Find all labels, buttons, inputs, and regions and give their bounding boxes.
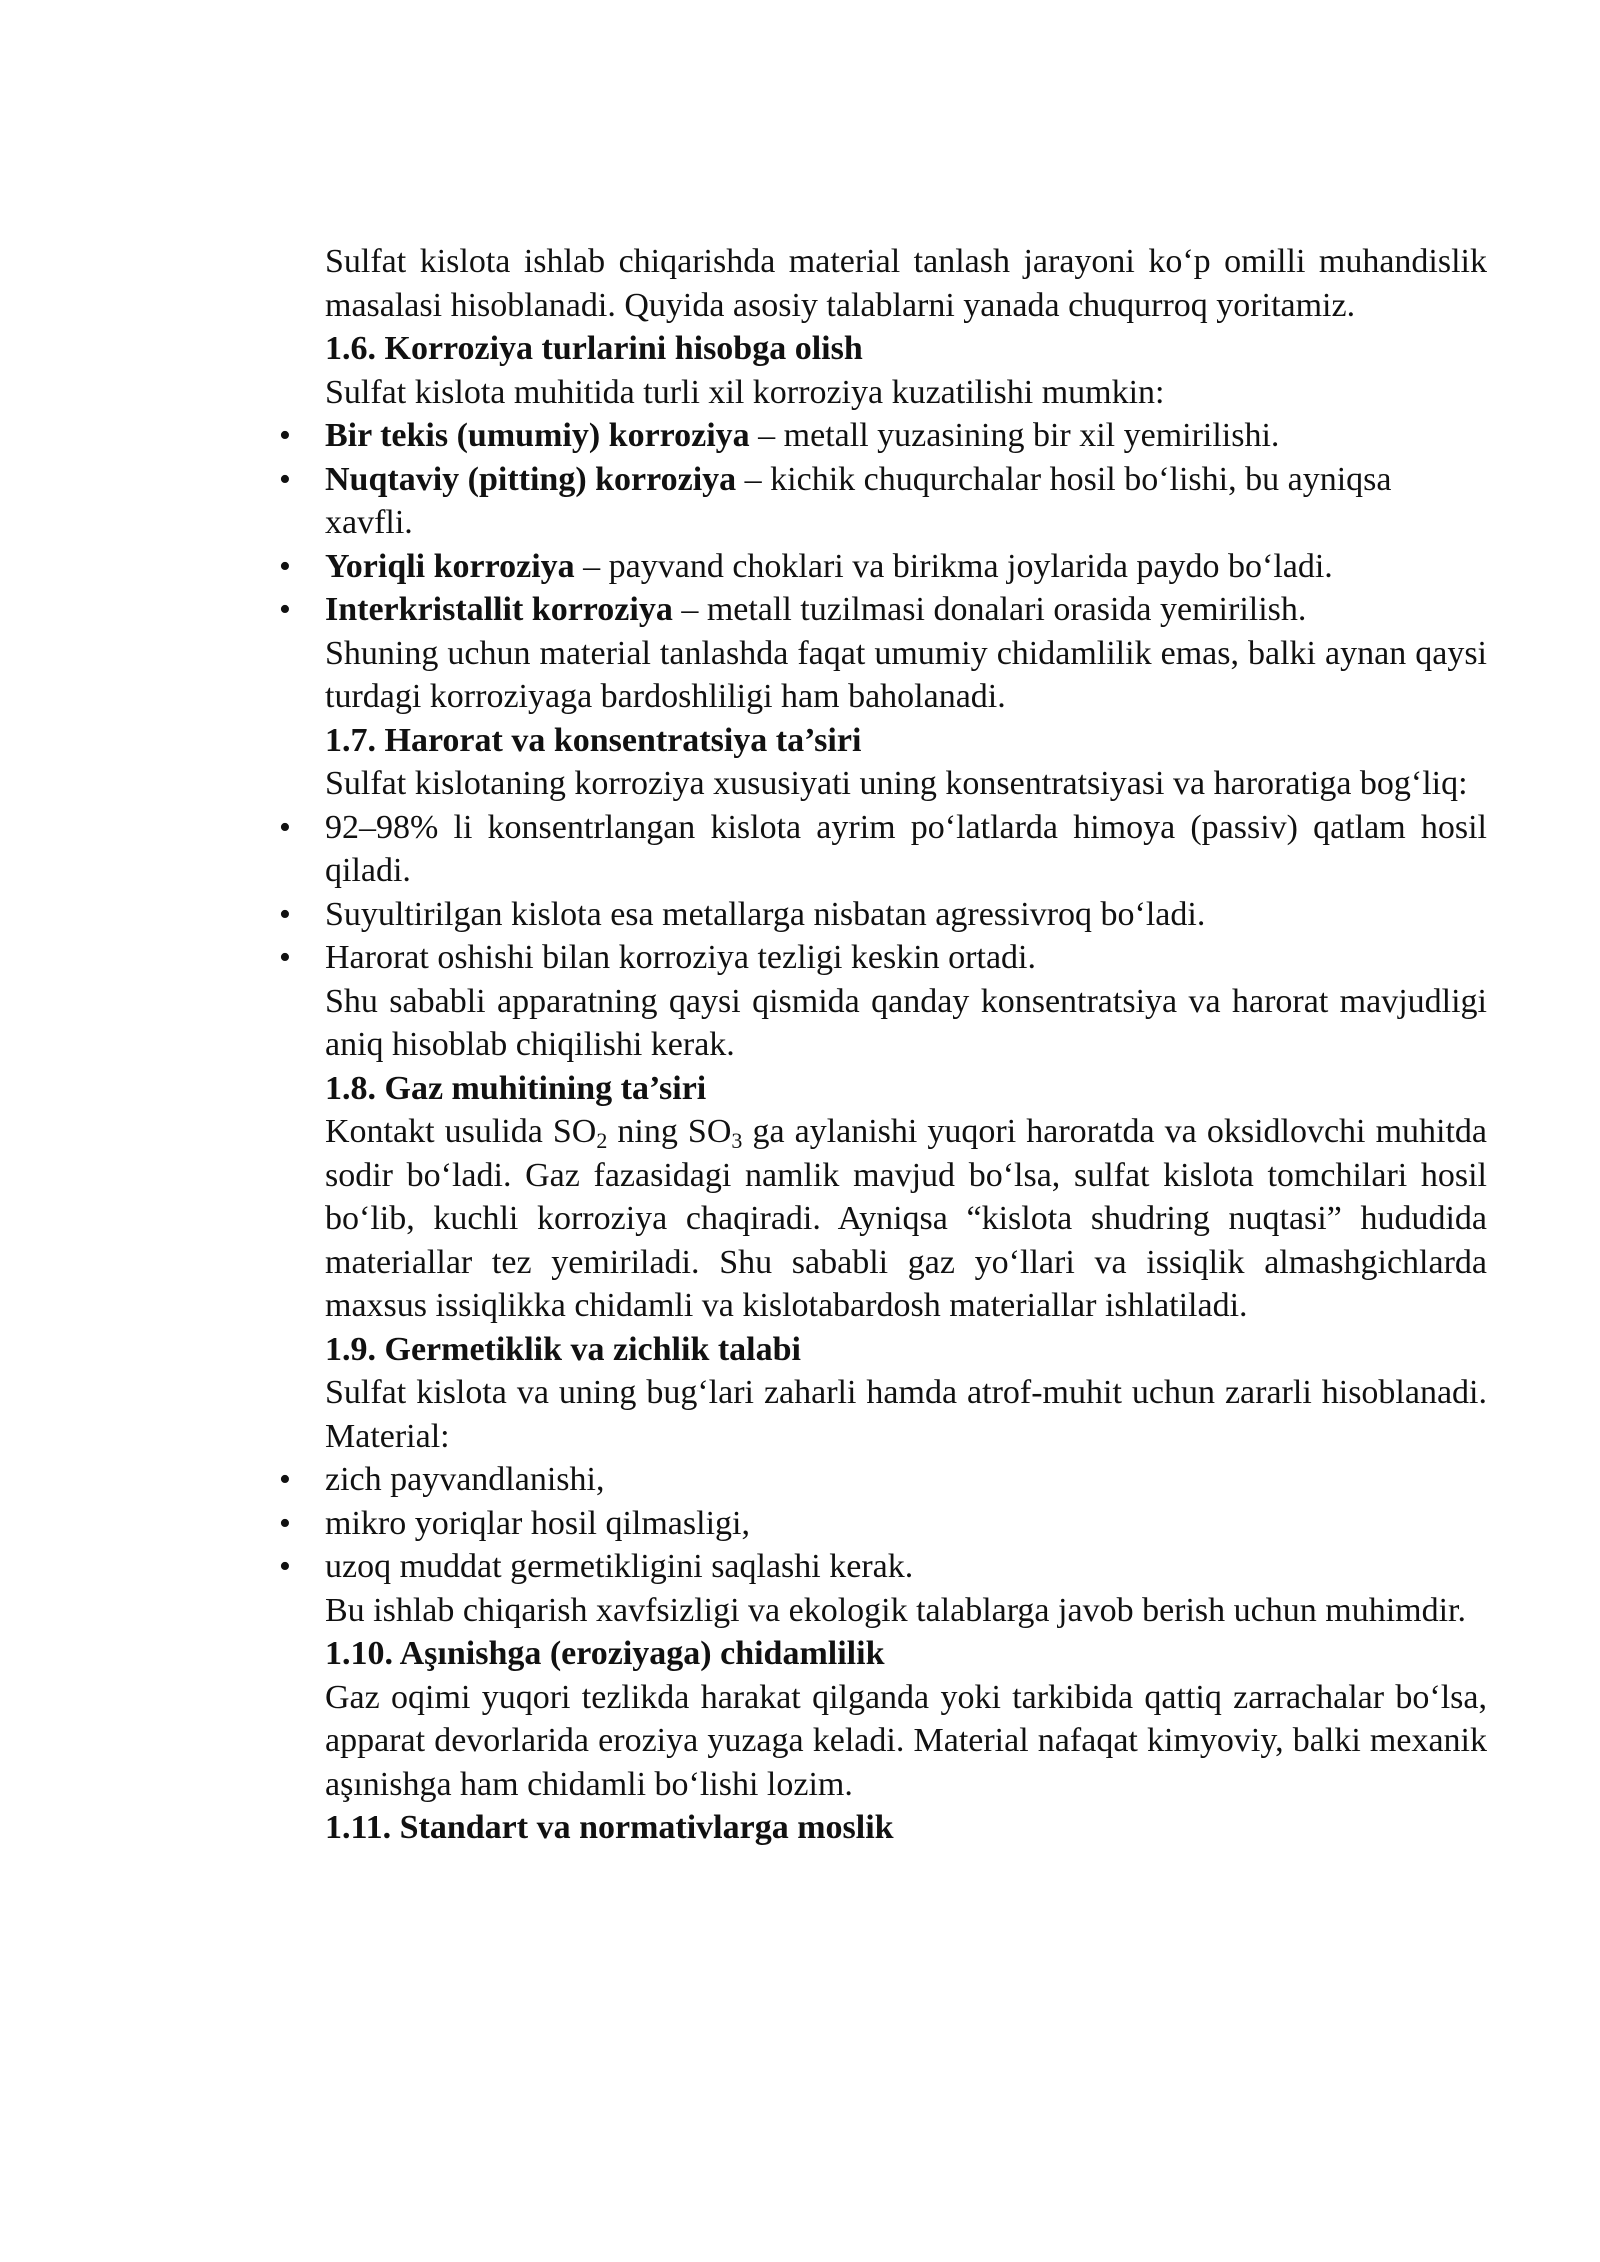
temperature-concentration-list bbox=[325, 806, 1487, 980]
list-item-text: – kichik chuqurchalar hosil bo‘lishi, bu ayniqsa xavfli. bbox=[325, 460, 1392, 541]
section-1-6-closing: Shuning uchun material tanlashda faqat umumiy chidamlilik emas, balki aynan qaysi turdagi korroziyaga bardoshliligi ham baholanadi. bbox=[325, 634, 1487, 715]
section-heading-1-6: 1.6. Korroziya turlarini hisobga olish bbox=[325, 330, 863, 367]
list-item-text: – payvand choklari va birikma joylarida paydo bo‘ladi. bbox=[574, 547, 1333, 585]
text-run: ga aylanishi yuqori haroratda va oksidlovchi muhitda sodir bo‘ladi. Gaz fazasidagi namlik mavjud bo‘lsa, sulfat kislota tomchilari hosil bo‘lib, kuchli korroziya chaqiradi. Ayniqsa “kislota shudring nuqtasi” hududida materiallar tez yemiriladi. Shu sababli gaz yo‘llari va issiqlik almashgichlarda maxsus issiqlikka chidamli va kislotabardosh materiallar ishlatiladi. bbox=[325, 1113, 1487, 1324]
list-item: • uzoq muddat germetikligini saqlashi kerak. bbox=[325, 1545, 1487, 1589]
corrosion-types-list bbox=[325, 414, 1487, 632]
section-heading-1-10: 1.10. Aşınishga (eroziyaga) chidamlilik bbox=[325, 1635, 885, 1672]
list-item-term: Interkristallit korroziya bbox=[325, 591, 673, 628]
section-1-8-paragraph bbox=[325, 1110, 1487, 1328]
list-item: • Suyultirilgan kislota esa metallarga nisbatan agressivroq bo‘ladi. bbox=[325, 893, 1487, 937]
section-heading-1-9: 1.9. Germetiklik va zichlik talabi bbox=[325, 1330, 801, 1368]
section-1-10-paragraph: Gaz oqimi yuqori tezlikda harakat qilganda yoki tarkibida qattiq zarrachalar bo‘lsa, apparat devorlarida eroziya yuzaga keladi. Material nafaqat kimyoviy, balki mexanik aşınishga ham chidamli bo‘lishi lozim. bbox=[325, 1678, 1487, 1803]
document-body bbox=[325, 240, 1487, 1850]
list-item: • mikro yoriqlar hosil qilmasligi, bbox=[325, 1502, 1487, 1546]
text-run: Kontakt usulida SO bbox=[325, 1113, 597, 1150]
section-1-9-lead: Sulfat kislota va uning bug‘lari zaharli hamda atrof-muhit uchun zararli hisoblanadi. Material: bbox=[325, 1374, 1487, 1455]
intro-paragraph: Sulfat kislota ishlab chiqarishda material tanlash jarayoni ko‘p omilli muhandislik masalasi hisoblanadi. Quyida asosiy talablarni yanada chuqurroq yoritamiz. bbox=[325, 243, 1487, 324]
section-1-6-lead: Sulfat kislota muhitida turli xil korroziya kuzatilishi mumkin: bbox=[325, 373, 1165, 411]
list-item-term: Yoriqli korroziya bbox=[325, 547, 575, 585]
section-1-9-closing: Bu ishlab chiqarish xavfsizligi va ekologik talablarga javob berish uchun muhimdir. bbox=[325, 1591, 1466, 1629]
list-item-text: – metall yuzasining bir xil yemirilishi. bbox=[749, 417, 1280, 454]
list-item bbox=[325, 458, 1487, 545]
list-item bbox=[325, 588, 1487, 632]
list-item-text: – metall tuzilmasi donalari orasida yemirilish. bbox=[672, 591, 1307, 628]
list-item-term: Nuqtaviy (pitting) korroziya bbox=[325, 460, 737, 498]
list-item: • zich payvandlanishi, bbox=[325, 1458, 1487, 1502]
list-item bbox=[325, 545, 1487, 589]
section-heading-1-11: 1.11. Standart va normativlarga moslik bbox=[325, 1809, 894, 1846]
subscript: 2 bbox=[596, 1128, 608, 1153]
section-heading-1-7: 1.7. Harorat va konsentratsiya ta’siri bbox=[325, 721, 862, 759]
section-1-7-closing: Shu sababli apparatning qaysi qismida qanday konsentratsiya va harorat mavjudligi aniq hisoblab chiqilishi kerak. bbox=[325, 982, 1487, 1063]
list-item bbox=[325, 414, 1487, 458]
text-run: ning SO bbox=[607, 1113, 732, 1150]
material-requirements-list bbox=[325, 1458, 1487, 1589]
section-1-7-lead: Sulfat kislotaning korroziya xususiyati uning konsentratsiyasi va haroratiga bog‘liq: bbox=[325, 765, 1468, 802]
list-item: • Harorat oshishi bilan korroziya tezligi keskin ortadi. bbox=[325, 936, 1487, 980]
list-item: • 92–98% li konsentrlangan kislota ayrim po‘latlarda himoya (passiv) qatlam hosil qiladi. bbox=[325, 806, 1487, 893]
section-heading-1-8: 1.8. Gaz muhitining ta’siri bbox=[325, 1069, 707, 1107]
list-item-term: Bir tekis (umumiy) korroziya bbox=[325, 417, 750, 454]
subscript: 3 bbox=[731, 1128, 743, 1153]
